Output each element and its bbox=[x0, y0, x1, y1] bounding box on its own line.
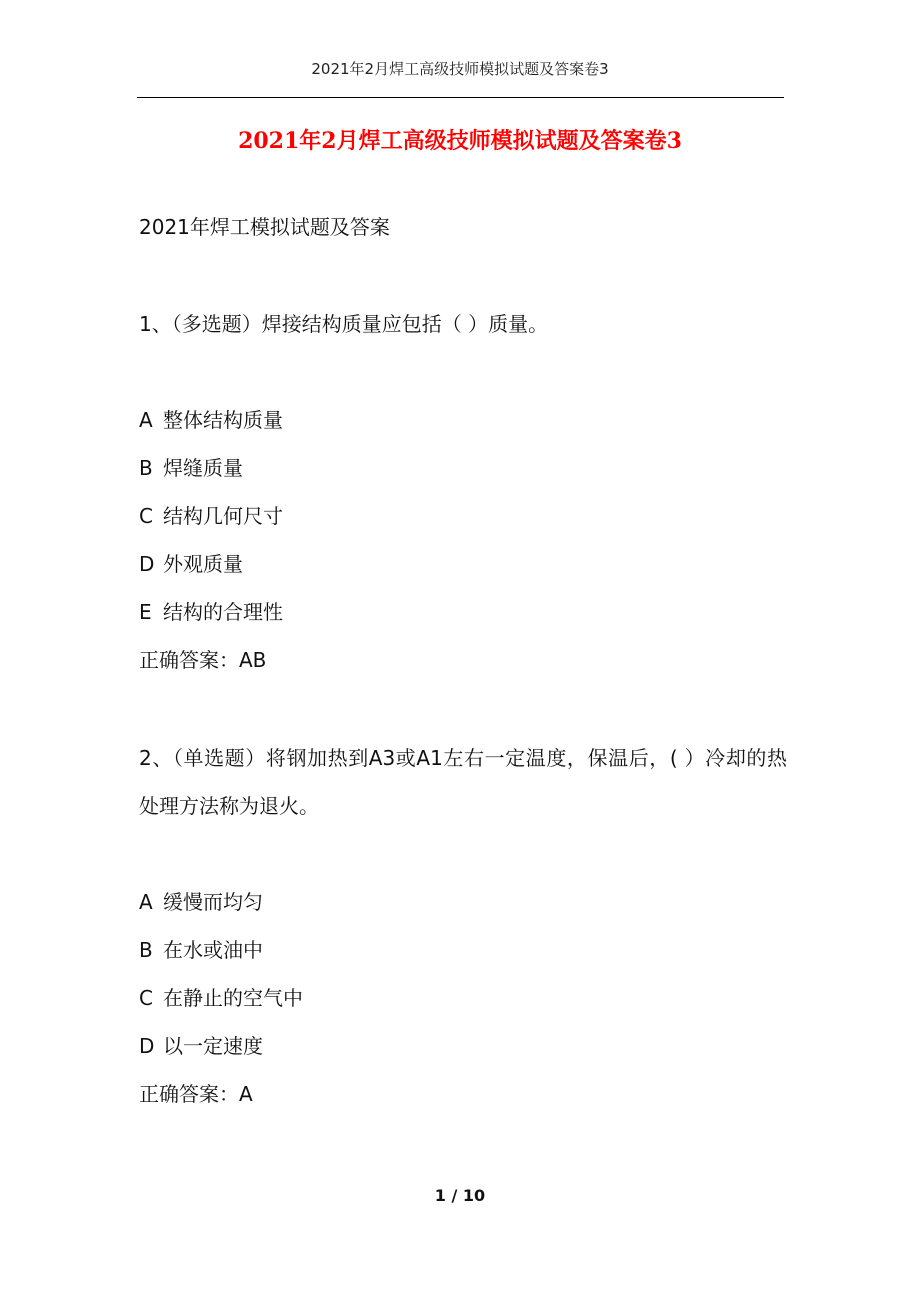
option-text: 结构的合理性 bbox=[163, 600, 283, 624]
question-1-option-c bbox=[139, 502, 283, 530]
option-letter: B bbox=[139, 456, 153, 480]
question-2-stem: 2、（单选题）将钢加热到A3或A1左右一定温度，保温后，( ）冷却的热处理方法称为退火。 bbox=[139, 746, 787, 818]
option-text: 结构几何尺寸 bbox=[163, 504, 283, 528]
question-2-answer: 正确答案：A bbox=[139, 1082, 253, 1106]
question-1-answer: 正确答案：AB bbox=[139, 648, 267, 672]
document-subtitle: 2021年焊工模拟试题及答案 bbox=[139, 215, 390, 239]
question-2-option-b bbox=[139, 936, 263, 964]
question-2-option-c bbox=[139, 984, 303, 1012]
document-title: 2021年2月焊工高级技师模拟试题及答案卷3 bbox=[238, 128, 682, 154]
option-letter: C bbox=[139, 504, 153, 528]
question-2-option-a bbox=[139, 888, 263, 916]
option-text: 在水或油中 bbox=[163, 938, 263, 962]
question-1-option-b bbox=[139, 454, 243, 482]
option-text: 缓慢而均匀 bbox=[163, 890, 263, 914]
running-header: 2021年2月焊工高级技师模拟试题及答案卷3 bbox=[311, 60, 609, 78]
header-rule bbox=[137, 97, 784, 98]
option-text: 整体结构质量 bbox=[163, 408, 283, 432]
option-letter: E bbox=[139, 600, 152, 624]
question-1-option-d bbox=[139, 550, 243, 578]
question-2-option-d bbox=[139, 1032, 263, 1060]
question-1-option-a bbox=[139, 406, 283, 434]
option-letter: A bbox=[139, 408, 153, 432]
option-letter: C bbox=[139, 986, 153, 1010]
option-letter: B bbox=[139, 938, 153, 962]
option-text: 焊缝质量 bbox=[163, 456, 243, 480]
question-1-stem: 1、（多选题）焊接结构质量应包括（ ）质量。 bbox=[139, 312, 549, 336]
option-letter: A bbox=[139, 890, 153, 914]
option-text: 在静止的空气中 bbox=[163, 986, 303, 1010]
page-number: 1 / 10 bbox=[434, 1186, 486, 1205]
option-text: 外观质量 bbox=[163, 552, 243, 576]
question-1-option-e bbox=[139, 598, 283, 626]
option-letter: D bbox=[139, 552, 155, 576]
option-letter: D bbox=[139, 1034, 155, 1058]
option-text: 以一定速度 bbox=[163, 1034, 263, 1058]
